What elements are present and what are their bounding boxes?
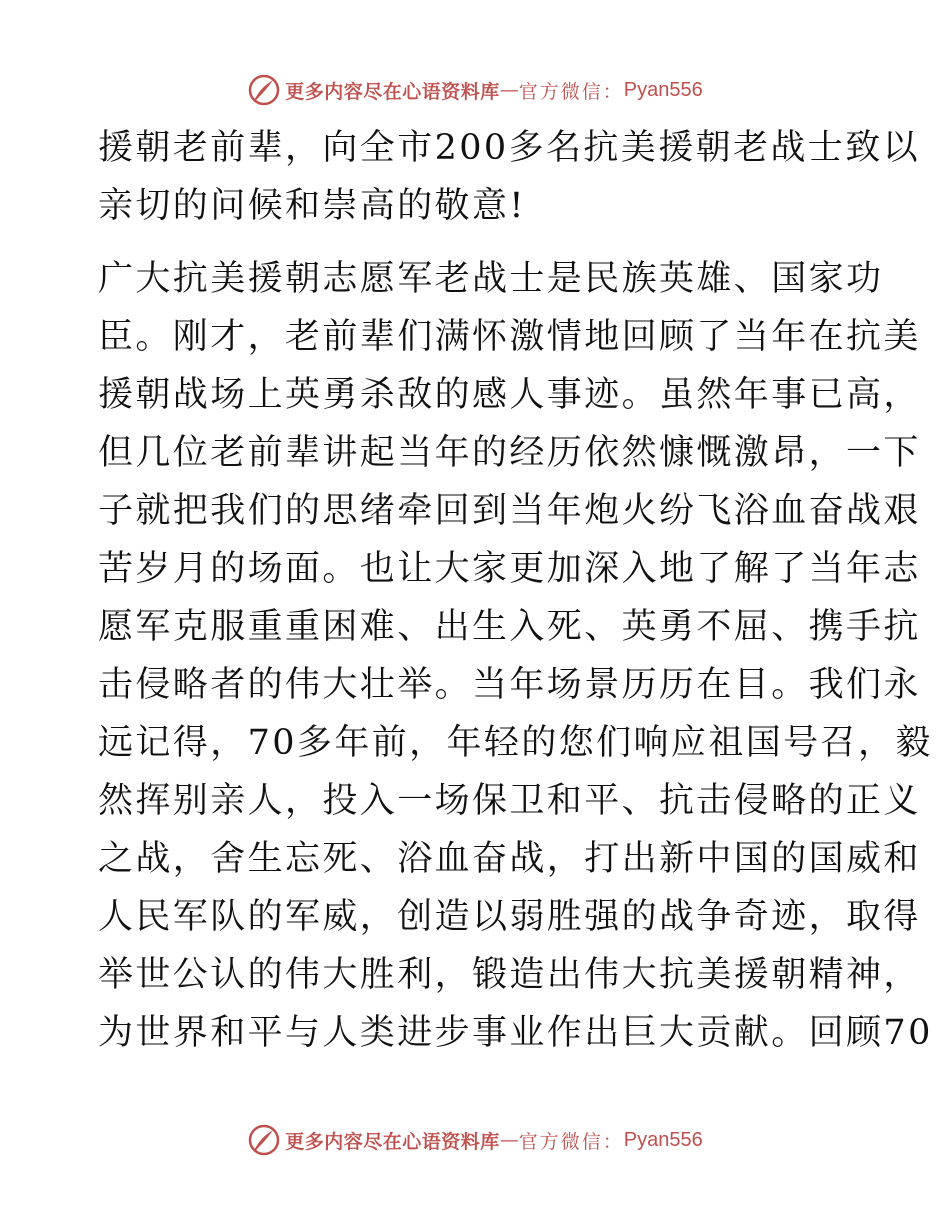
body-line-8: 苦岁月的场面。也让大家更加深入地了解了当年志 bbox=[98, 549, 921, 589]
body-line-12: 然挥别亲人，投入一场保卫和平、抗击侵略的正义 bbox=[98, 781, 921, 821]
body-line-15: 举世公认的伟大胜利，锻造出伟大抗美援朝精神， bbox=[98, 955, 921, 995]
body-line-4: 臣。刚才，老前辈们满怀激情地回顾了当年在抗美 bbox=[98, 317, 921, 357]
body-line-2: 亲切的问候和崇高的敬意! bbox=[98, 186, 526, 226]
body-line-13: 之战，舍生忘死、浴血奋战，打出新中国的国威和 bbox=[98, 839, 921, 879]
banner-dash: — bbox=[499, 79, 519, 101]
body-line-11: 远记得，70多年前，年轻的您们响应祖国号召，毅 bbox=[98, 723, 933, 763]
body-line-9: 愿军克服重重困难、出生入死、英勇不屈、携手抗 bbox=[98, 607, 921, 647]
quill-logo-icon bbox=[247, 1123, 281, 1157]
body-line-16: 为世界和平与人类进步事业作出巨大贡献。回顾70 bbox=[98, 1013, 933, 1053]
banner-dash: — bbox=[499, 1129, 519, 1151]
banner-wechat-label: 官方微信： bbox=[518, 80, 624, 103]
body-line-14: 人民军队的军威，创造以弱胜强的战争奇迹，取得 bbox=[98, 897, 921, 937]
body-line-6: 但几位老前辈讲起当年的经历依然慷慨激昂，一下 bbox=[98, 433, 921, 473]
body-line-1: 援朝老前辈，向全市200多名抗美援朝老战士致以 bbox=[98, 128, 921, 168]
banner-wechat-id: Pyan556 bbox=[623, 1128, 703, 1151]
footer-banner bbox=[0, 1120, 950, 1160]
quill-logo-icon bbox=[247, 73, 281, 107]
banner-slogan: 更多内容尽在心语资料库 bbox=[285, 1130, 500, 1153]
body-line-7: 子就把我们的思绪牵回到当年炮火纷飞浴血奋战艰 bbox=[98, 491, 921, 531]
banner-slogan: 更多内容尽在心语资料库 bbox=[285, 80, 500, 103]
banner-wechat-id: Pyan556 bbox=[623, 78, 703, 101]
body-line-5: 援朝战场上英勇杀敌的感人事迹。虽然年事已高， bbox=[98, 375, 921, 415]
header-banner bbox=[0, 70, 950, 110]
body-line-10: 击侵略者的伟大壮举。当年场景历历在目。我们永 bbox=[98, 665, 921, 705]
banner-wechat-label: 官方微信： bbox=[518, 1130, 624, 1153]
body-line-3: 广大抗美援朝志愿军老战士是民族英雄、国家功 bbox=[98, 259, 884, 299]
